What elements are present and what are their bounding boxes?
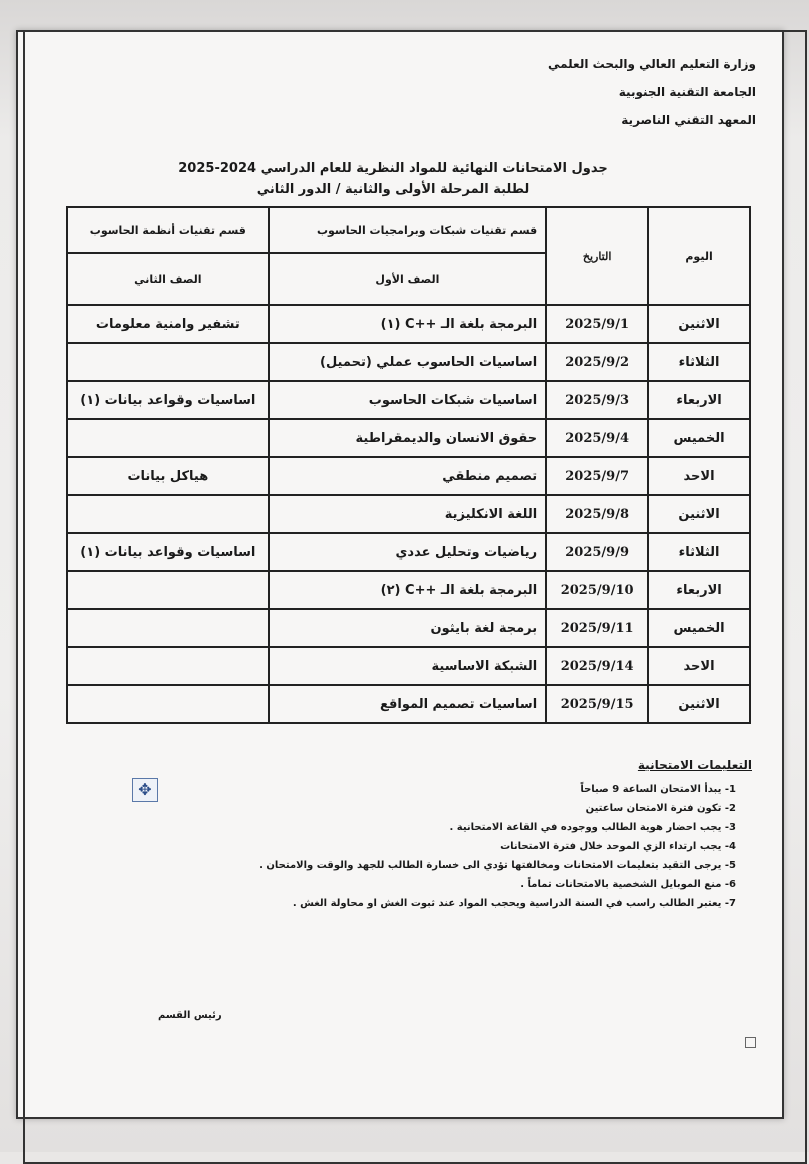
table-row xyxy=(67,457,750,495)
day-cell: الثلاثاء xyxy=(648,343,750,381)
title-line-2: لطلبة المرحلة الأولى والثانية / الدور الثاني xyxy=(256,182,530,197)
subject-class-2: اساسيات وقواعد بيانات (١) xyxy=(67,381,269,419)
subject-class-1: تصميم منطقي xyxy=(269,457,546,495)
subject-class-1: حقوق الانسان والديمقراطية xyxy=(269,419,546,457)
date-cell: 2025/9/3 xyxy=(546,381,648,419)
day-cell: الاحد xyxy=(648,457,750,495)
table-row xyxy=(67,381,750,419)
day-cell: الاثنين xyxy=(648,305,750,343)
header-ministry: وزارة التعليم العالي والبحث العلمي xyxy=(547,57,756,71)
subject-class-1: اللغة الانكليزية xyxy=(269,495,546,533)
header-dept-2: قسم تقنيات أنظمة الحاسوب xyxy=(67,207,269,253)
header-class-1: الصف الأول xyxy=(269,253,546,305)
table-row xyxy=(67,571,750,609)
subject-class-2 xyxy=(67,495,269,533)
exam-schedule-table xyxy=(66,206,751,724)
date-cell: 2025/9/7 xyxy=(546,457,648,495)
day-cell: الخميس xyxy=(648,419,750,457)
header-institute: المعهد التقني الناصرية xyxy=(621,113,756,127)
subject-class-2: اساسيات وقواعد بيانات (١) xyxy=(67,533,269,571)
subject-class-2: هياكل بيانات xyxy=(67,457,269,495)
subject-class-1: اساسيات الحاسوب عملي (تحميل) xyxy=(269,343,546,381)
table-row xyxy=(67,419,750,457)
institution-header xyxy=(548,50,756,134)
header-university: الجامعة التقنية الجنوبية xyxy=(618,85,756,99)
date-cell: 2025/9/10 xyxy=(546,571,648,609)
table-row xyxy=(67,343,750,381)
document-title xyxy=(168,158,618,200)
day-cell: الاربعاء xyxy=(648,571,750,609)
header-dept-1: قسم تقنيات شبكات وبرامجيات الحاسوب xyxy=(269,207,546,253)
table-row xyxy=(67,647,750,685)
instruction-item: 6- منع الموبايل الشخصية بالامتحانات تماماً . xyxy=(520,879,736,890)
instruction-item: 3- يجب احضار هوية الطالب ووجوده في القاعة الامتحانية . xyxy=(449,822,736,833)
subject-class-1: برمجة لغة بايثون xyxy=(269,609,546,647)
title-line-1: جدول الامتحانات النهائية للمواد النظرية للعام الدراسي 2024-2025 xyxy=(178,161,608,176)
day-cell: الاثنين xyxy=(648,495,750,533)
date-cell: 2025/9/9 xyxy=(546,533,648,571)
table-row xyxy=(67,495,750,533)
table-move-handle-icon[interactable]: ✥ xyxy=(132,778,158,802)
table-row xyxy=(67,533,750,571)
header-class-2: الصف الثاني xyxy=(67,253,269,305)
table-row xyxy=(67,609,750,647)
subject-class-2 xyxy=(67,343,269,381)
subject-class-1: اساسيات تصميم المواقع xyxy=(269,685,546,723)
document-page xyxy=(16,30,784,1119)
subject-class-2 xyxy=(67,419,269,457)
instruction-item: 1- يبدأ الامتحان الساعة 9 صباحاً xyxy=(580,784,736,795)
subject-class-1: الشبكة الاساسية xyxy=(269,647,546,685)
date-cell: 2025/9/14 xyxy=(546,647,648,685)
header-date: التاريخ xyxy=(546,207,648,305)
subject-class-2 xyxy=(67,571,269,609)
instructions-heading: التعليمات الامتحانية xyxy=(637,758,752,772)
subject-class-2 xyxy=(67,609,269,647)
date-cell: 2025/9/15 xyxy=(546,685,648,723)
instruction-item: 7- يعتبر الطالب راسب في السنة الدراسية ويحجب المواد عند ثبوت الغش او محاولة الغش . xyxy=(292,898,736,909)
date-cell: 2025/9/4 xyxy=(546,419,648,457)
instruction-item: 5- يرجى التقيد بتعليمات الامتحانات ومخالفتها تؤدي الى خسارة الطالب للجهد والوقت والامتحان . xyxy=(259,860,736,871)
day-cell: الاحد xyxy=(648,647,750,685)
subject-class-1: البرمجة بلغة الـ ++C (١) xyxy=(269,305,546,343)
subject-class-2 xyxy=(67,647,269,685)
date-cell: 2025/9/8 xyxy=(546,495,648,533)
instruction-item: 4- يجب ارتداء الزي الموحد خلال فترة الامتحانات xyxy=(500,841,736,852)
day-cell: الاربعاء xyxy=(648,381,750,419)
subject-class-2 xyxy=(67,685,269,723)
instruction-item: 2- تكون فترة الامتحان ساعتين xyxy=(585,803,736,814)
subject-class-1: اساسيات شبكات الحاسوب xyxy=(269,381,546,419)
layout-marker-checkbox[interactable] xyxy=(745,1037,756,1048)
table-row xyxy=(67,685,750,723)
date-cell: 2025/9/1 xyxy=(546,305,648,343)
date-cell: 2025/9/11 xyxy=(546,609,648,647)
subject-class-2: تشفير وامنية معلومات xyxy=(67,305,269,343)
subject-class-1: البرمجة بلغة الـ ++C (٢) xyxy=(269,571,546,609)
subject-class-1: رياضيات وتحليل عددي xyxy=(269,533,546,571)
signature-label: رئيس القسم xyxy=(158,1010,222,1021)
date-cell: 2025/9/2 xyxy=(546,343,648,381)
exam-instructions xyxy=(192,758,752,913)
day-cell: الاثنين xyxy=(648,685,750,723)
table-row xyxy=(67,305,750,343)
day-cell: الخميس xyxy=(648,609,750,647)
header-day: اليوم xyxy=(648,207,750,305)
day-cell: الثلاثاء xyxy=(648,533,750,571)
